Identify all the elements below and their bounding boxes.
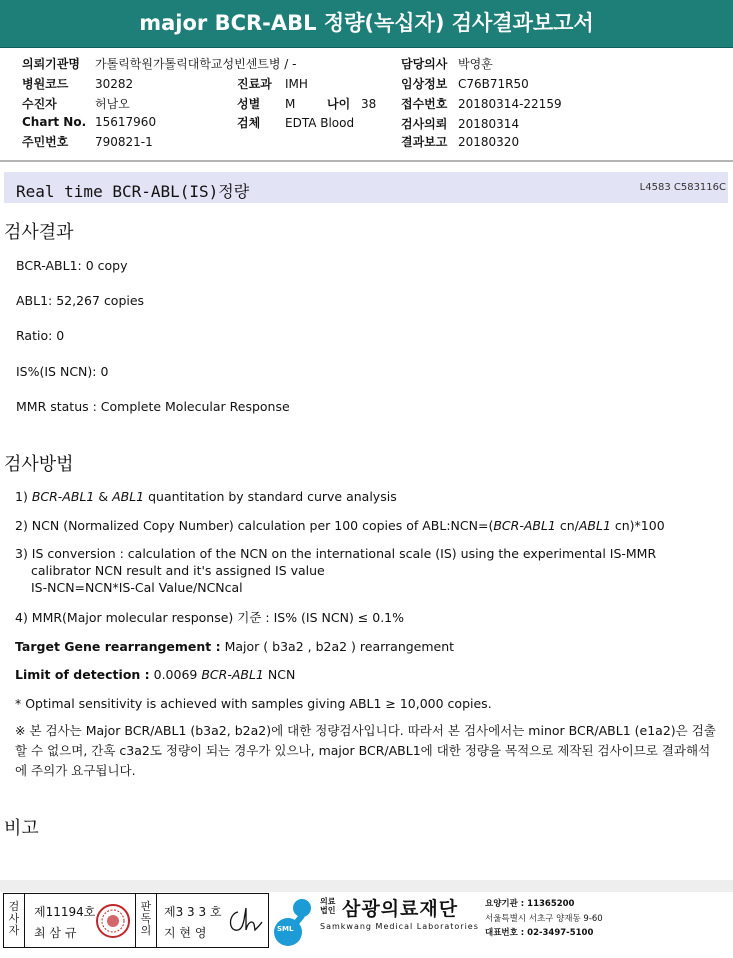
test-section-title: Real time BCR-ABL(IS)정량 — [16, 182, 250, 201]
reviewer-license: 제3 3 3 호 — [164, 905, 222, 919]
header-row-chart-no — [22, 115, 156, 129]
method-text: cn)*100 — [610, 518, 665, 533]
method-2 — [15, 517, 665, 534]
header-value: 20180314-22159 — [458, 97, 562, 111]
header-label: 담당의사 — [401, 57, 448, 71]
result-bcr-abl1: BCR-ABL1: 0 copy — [16, 258, 128, 273]
header-value: 20180314 — [458, 117, 520, 131]
header-row-specimen — [237, 114, 354, 131]
header-label: 접수번호 — [401, 97, 448, 111]
header-label: 검체 — [237, 116, 261, 130]
lab-name-english: Samkwang Medical Laboratories — [320, 922, 479, 931]
method-3 — [15, 545, 656, 596]
header-value: 20180320 — [458, 135, 520, 149]
header-row-doctor — [401, 55, 493, 72]
sensitivity-note: * Optimal sensitivity is achieved with samples giving ABL1 ≥ 10,000 copies. — [15, 696, 492, 711]
header-row-sex-age — [237, 95, 376, 112]
header-value: 가톨릭학원가톨릭대학교성빈센트병 / - — [95, 57, 297, 71]
header-row-clinical-info — [401, 75, 529, 92]
result-ratio: Ratio: 0 — [16, 328, 65, 343]
lab-address: 서울특별시 서초구 양재동 9-60 — [485, 914, 603, 924]
result-mmr-status: MMR status : Complete Molecular Response — [16, 399, 290, 414]
method-1 — [15, 488, 397, 505]
method-text: 1) — [15, 489, 32, 504]
method-text: cn/ — [555, 518, 579, 533]
remark-heading: 비고 — [4, 818, 39, 839]
header-divider — [0, 160, 733, 162]
method-3-line-2: calibrator NCN result and it's assigned IS value — [31, 563, 325, 578]
target-gene-value: Major ( b3a2 , b2a2 ) rearrangement — [220, 639, 455, 654]
method-text: & — [94, 489, 113, 504]
gene-name: ABL1 — [578, 518, 611, 533]
gene-name: ABL1 — [112, 489, 145, 504]
header-label: 임상정보 — [401, 77, 448, 91]
caution-note: ※ 본 검사는 Major BCR/ABL1 (b3a2, b2a2)에 대한 정량검사입니다. 따라서 본 검사에서는 minor BCR/ABL1 (e1a2)은 검출할 수 없으며, 간혹 c3a2도 정량이 되는 경우가 있으나, major BCR/ABL1에 대한 정량을 목적으로 제작된 검사이므로 결과해석에 주의가 요구됩니다. — [15, 723, 716, 778]
sml-badge: SML — [277, 925, 294, 933]
header-row-receipt-no — [401, 95, 562, 112]
limit-of-detection-row — [15, 666, 295, 683]
header-value: 30282 — [95, 77, 134, 91]
header-row-department — [237, 75, 308, 92]
header-label: 검사의뢰 — [401, 117, 448, 131]
method-3-line-1: 3) IS conversion : calculation of the NCN on the international scale (IS) using the experimental IS-MMR — [15, 546, 657, 561]
header-label: 성별 — [237, 97, 261, 111]
method-text: quantitation by standard curve analysis — [144, 489, 397, 504]
header-label: 수진자 — [22, 97, 57, 111]
header-value: 38 — [361, 97, 377, 111]
gene-name: BCR-ABL1 — [31, 489, 95, 504]
signature-box — [3, 893, 269, 948]
method-heading: 검사방법 — [4, 454, 74, 475]
reviewer-signature-icon — [224, 902, 264, 938]
header-value: EDTA Blood — [285, 116, 355, 130]
lod-unit: NCN — [263, 667, 296, 682]
header-row-resident-no — [22, 133, 153, 150]
examiner-label: 검 사 자 — [4, 894, 25, 947]
header-row-patient — [22, 95, 130, 112]
header-value: 박영훈 — [458, 57, 493, 71]
lab-corp-label: 의료 법인 — [320, 897, 336, 915]
test-section-bar — [4, 172, 728, 203]
lod-value: 0.0069 — [149, 667, 202, 682]
method-text: 2) NCN (Normalized Copy Number) calculation per 100 copies of ABL:NCN=( — [15, 518, 494, 533]
gene-name: BCR-ABL1 — [493, 518, 556, 533]
footer-divider — [0, 880, 733, 892]
header-label: 병원코드 — [22, 77, 69, 91]
target-gene-row — [15, 638, 454, 655]
header-value: 790821-1 — [95, 135, 153, 149]
test-section-code: L4583 C583116C — [639, 182, 726, 193]
method-3-line-3: IS-NCN=NCN*IS-Cal Value/NCNcal — [31, 580, 243, 595]
header-label: 결과보고 — [401, 135, 448, 149]
lab-institution-code: 요양기관 : 11365200 — [485, 899, 575, 909]
result-is-percent: IS%(IS NCN): 0 — [16, 364, 109, 379]
header-label: 의뢰기관명 — [22, 57, 80, 71]
header-row-institution — [22, 55, 296, 72]
gene-name: BCR-ABL1 — [201, 667, 264, 682]
method-4: 4) MMR(Major molecular response) 기준 : IS% (IS NCN) ≤ 0.1% — [15, 610, 404, 625]
header-row-report-date — [401, 133, 519, 150]
reviewer-name: 지 현 영 — [164, 926, 207, 940]
header-label: 주민번호 — [22, 135, 69, 149]
header-value: C76B71R50 — [458, 77, 529, 91]
lab-phone: 대표번호 : 02-3497-5100 — [485, 928, 594, 938]
sml-logo-icon — [270, 896, 320, 946]
result-abl1: ABL1: 52,267 copies — [16, 293, 145, 308]
header-label: 진료과 — [237, 77, 272, 91]
header-value: IMH — [285, 77, 308, 91]
lod-label: Limit of detection : — [15, 667, 150, 682]
examiner-seal-icon — [95, 903, 131, 939]
results-heading: 검사결과 — [4, 222, 74, 243]
examiner-name: 최 삼 규 — [34, 926, 77, 940]
header-value: 허남오 — [95, 97, 130, 111]
header-row-request-date — [401, 115, 519, 132]
header-label: Chart No. — [22, 115, 87, 129]
header-value: 15617960 — [95, 115, 157, 129]
header-label: 나이 — [327, 97, 351, 111]
report-title: major BCR-ABL 정량(녹십자) 검사결과보고서 — [0, 0, 733, 48]
lab-logo-block — [270, 894, 730, 950]
header-row-hospital-code — [22, 75, 133, 92]
lab-name: 삼광의료재단 — [342, 898, 459, 920]
reviewer-label: 판 독 의 — [135, 894, 157, 947]
header-value: M — [285, 97, 296, 111]
examiner-license: 제11194호 — [34, 905, 96, 919]
target-gene-label: Target Gene rearrangement : — [15, 639, 221, 654]
